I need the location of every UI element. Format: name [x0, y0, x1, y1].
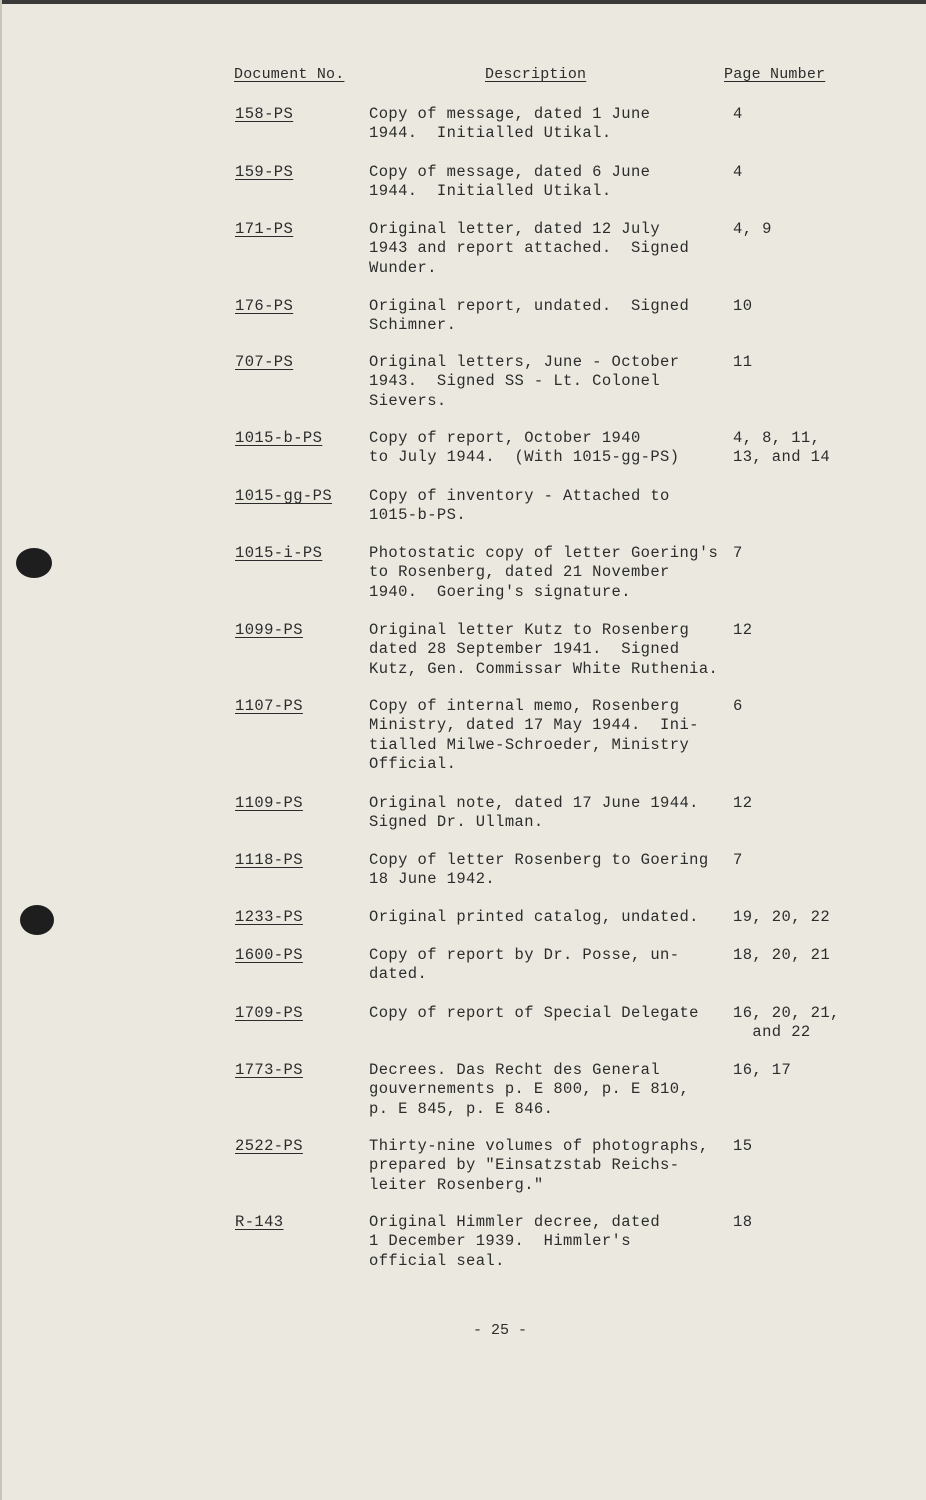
page-reference: 16, 17 [733, 1061, 792, 1079]
document-description: Original printed catalog, undated. [369, 908, 699, 926]
document-number: 158-PS [235, 105, 294, 123]
page-reference: 4, 9 [733, 220, 772, 238]
document-description: Copy of message, dated 6 June 1944. Initialled Utikal. [369, 163, 651, 201]
ink-blot [20, 905, 54, 935]
document-description: Original report, undated. Signed Schimner. [369, 297, 690, 335]
document-number: 1107-PS [235, 697, 303, 715]
page-reference: 15 [733, 1137, 753, 1155]
document-number: 1015-i-PS [235, 544, 323, 562]
document-description: Copy of message, dated 1 June 1944. Initialled Utikal. [369, 105, 651, 143]
page-number-footer: - 25 - [472, 1322, 527, 1339]
document-description: Original letters, June - October 1943. Signed SS - Lt. Colonel Sievers. [369, 353, 680, 410]
document-number: 2522-PS [235, 1137, 303, 1155]
document-description: Decrees. Das Recht des General gouvernements p. E 800, p. E 810, p. E 845, p. E 846. [369, 1061, 690, 1118]
document-number: 159-PS [235, 163, 294, 181]
document-number: 1015-b-PS [235, 429, 323, 447]
page-reference: 10 [733, 297, 753, 315]
document-description: Original letter, dated 12 July 1943 and report attached. Signed Wunder. [369, 220, 690, 277]
header-description: Description [485, 66, 587, 83]
page-reference: 7 [733, 851, 743, 869]
page-reference: 18, 20, 21 [733, 946, 831, 964]
document-description: Original Himmler decree, dated 1 December 1939. Himmler's official seal. [369, 1213, 661, 1270]
document-number: 176-PS [235, 297, 294, 315]
ink-blot [16, 548, 52, 578]
document-description: Original letter Kutz to Rosenberg dated 28 September 1941. Signed Kutz, Gen. Commissar White Ruthenia. [369, 621, 719, 678]
page-reference: 16, 20, 21, and 22 [733, 1004, 840, 1042]
document-description: Copy of internal memo, Rosenberg Ministry, dated 17 May 1944. Ini- tialled Milwe-Schroeder, Ministry Official. [369, 697, 699, 773]
document-description: Original note, dated 17 June 1944. Signed Dr. Ullman. [369, 794, 699, 832]
page-reference: 12 [733, 794, 753, 812]
document-description: Copy of inventory - Attached to 1015-b-PS. [369, 487, 670, 525]
page-reference: 11 [733, 353, 753, 371]
page-reference: 4, 8, 11, 13, and 14 [733, 429, 831, 467]
document-number: 1015-gg-PS [235, 487, 333, 505]
document-number: R-143 [235, 1213, 284, 1231]
document-number: 1773-PS [235, 1061, 303, 1079]
document-description: Photostatic copy of letter Goering's to Rosenberg, dated 21 November 1940. Goering's signature. [369, 544, 719, 601]
document-description: Copy of report of Special Delegate [369, 1004, 699, 1022]
page-reference: 7 [733, 544, 743, 562]
page-reference: 4 [733, 163, 743, 181]
page-reference: 18 [733, 1213, 753, 1231]
header-document-no: Document No. [234, 66, 345, 83]
document-number: 1600-PS [235, 946, 303, 964]
document-number: 1099-PS [235, 621, 303, 639]
document-number: 1233-PS [235, 908, 303, 926]
document-description: Thirty-nine volumes of photographs, prepared by "Einsatzstab Reichs- leiter Rosenberg." [369, 1137, 709, 1194]
page-reference: 6 [733, 697, 743, 715]
document-number: 171-PS [235, 220, 294, 238]
document-description: Copy of report, October 1940 to July 1944. (With 1015-gg-PS) [369, 429, 680, 467]
scan-top-edge [2, 0, 926, 4]
document-number: 1118-PS [235, 851, 303, 869]
document-description: Copy of letter Rosenberg to Goering 18 June 1942. [369, 851, 709, 889]
document-number: 707-PS [235, 353, 294, 371]
scan-specks [432, 0, 438, 60]
page-reference: 12 [733, 621, 753, 639]
document-description: Copy of report by Dr. Posse, un- dated. [369, 946, 680, 984]
page-reference: 4 [733, 105, 743, 123]
document-number: 1109-PS [235, 794, 303, 812]
page-reference: 19, 20, 22 [733, 908, 831, 926]
document-number: 1709-PS [235, 1004, 303, 1022]
header-page-number: Page Number [724, 66, 826, 83]
